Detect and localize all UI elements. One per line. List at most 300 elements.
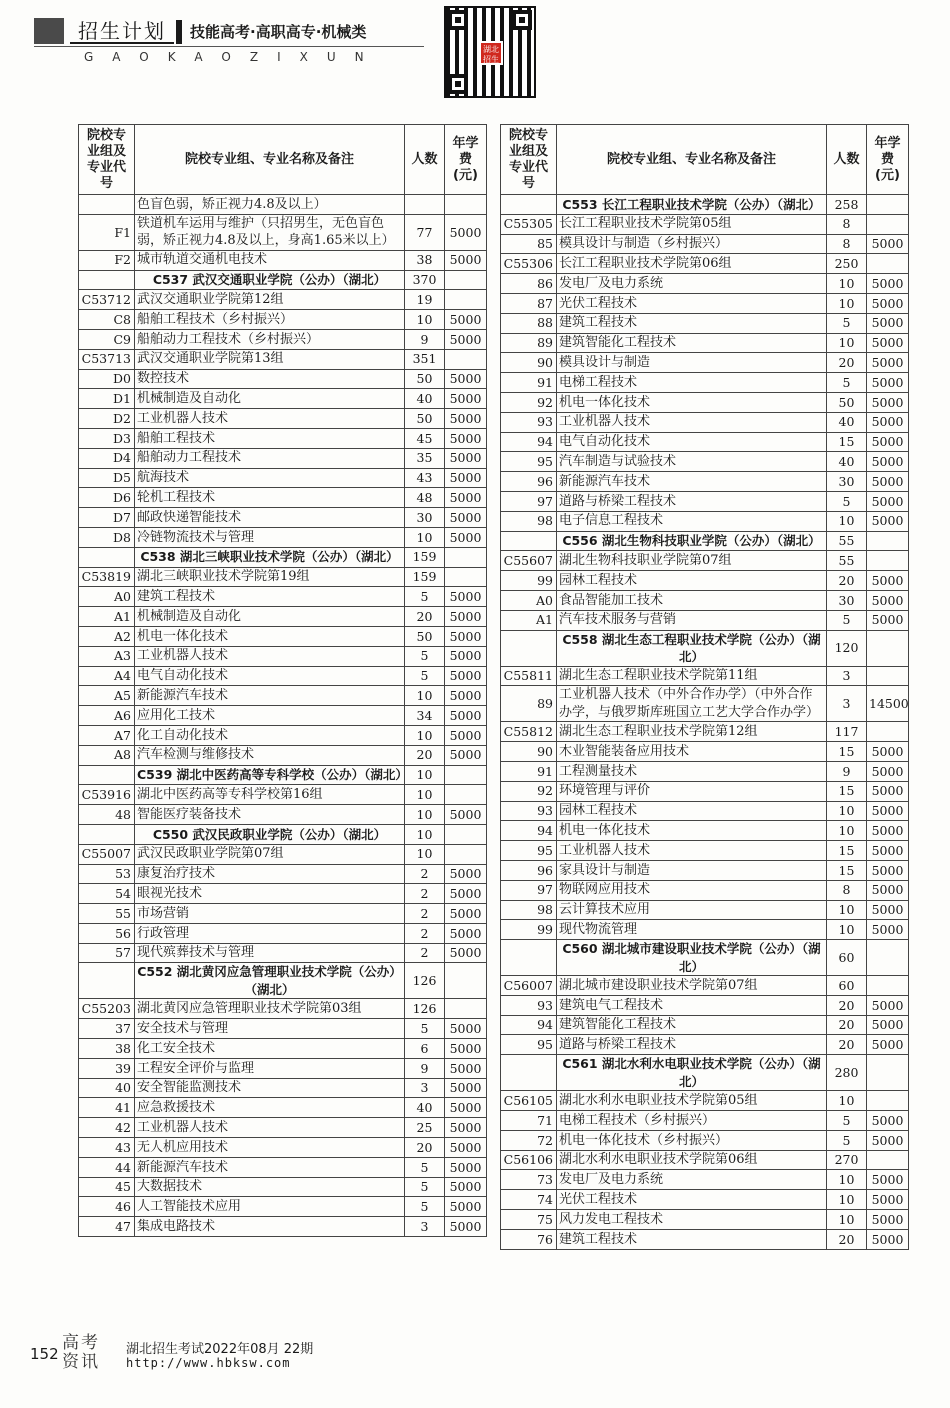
program-name: 工业机器人技术 xyxy=(557,841,827,861)
program-name: 家具设计与制造 xyxy=(557,860,827,880)
table-row xyxy=(501,333,909,353)
table-row xyxy=(79,349,487,369)
enrollment-count: 10 xyxy=(405,686,445,706)
section-subtitle: 技能高考·高职高专·机械类 xyxy=(190,23,367,41)
header-fee: 年学费(元) xyxy=(867,125,909,195)
table-row xyxy=(501,1111,909,1131)
program-code: D0 xyxy=(79,369,135,389)
annual-fee: 5000 xyxy=(867,274,909,294)
enrollment-count: 10 xyxy=(827,1210,867,1230)
enrollment-count: 159 xyxy=(405,547,445,567)
enrollment-count: 10 xyxy=(827,1190,867,1210)
program-name: 建筑工程技术 xyxy=(557,1229,827,1249)
annual-fee: 5000 xyxy=(445,310,487,330)
annual-fee: 5000 xyxy=(445,646,487,666)
enrollment-count: 5 xyxy=(405,1177,445,1197)
table-row xyxy=(501,472,909,492)
program-name: 机电一体化技术 xyxy=(135,626,405,646)
program-code: 93 xyxy=(501,412,557,432)
enrollment-count: 50 xyxy=(827,392,867,412)
qr-code[interactable] xyxy=(444,6,536,98)
annual-fee: 5000 xyxy=(867,995,909,1015)
annual-fee: 5000 xyxy=(867,1190,909,1210)
program-code: 99 xyxy=(501,571,557,591)
program-name: 园林工程技术 xyxy=(557,801,827,821)
table-body-right xyxy=(501,195,909,1250)
program-code: A0 xyxy=(79,587,135,607)
enrollment-count: 8 xyxy=(827,880,867,900)
program-name: 新能源汽车技术 xyxy=(135,1157,405,1177)
table-row xyxy=(501,432,909,452)
program-code xyxy=(79,547,135,567)
program-code: C53819 xyxy=(79,567,135,587)
program-name: 建筑智能化工程技术 xyxy=(557,333,827,353)
school-row xyxy=(501,940,909,976)
annual-fee: 5000 xyxy=(445,923,487,943)
program-code xyxy=(79,270,135,290)
enrollment-count: 3 xyxy=(405,1078,445,1098)
table-row xyxy=(79,745,487,765)
enrollment-count: 10 xyxy=(405,725,445,745)
annual-fee xyxy=(867,214,909,234)
program-name: 行政管理 xyxy=(135,923,405,943)
program-code: 47 xyxy=(79,1217,135,1237)
table-row xyxy=(79,468,487,488)
program-code: C55203 xyxy=(79,999,135,1019)
program-code: 89 xyxy=(501,686,557,722)
program-name: 新能源汽车技术 xyxy=(557,472,827,492)
program-name: 电气自动化技术 xyxy=(135,666,405,686)
program-name: C537 武汉交通职业学院（公办）（湖北） xyxy=(135,270,405,290)
program-code: C55306 xyxy=(501,254,557,274)
program-name: 轮机工程技术 xyxy=(135,488,405,508)
enrollment-count: 35 xyxy=(405,448,445,468)
annual-fee: 5000 xyxy=(445,214,487,250)
program-name: 湖北生态工程职业技术学院第11组 xyxy=(557,666,827,686)
table-row xyxy=(79,686,487,706)
annual-fee: 5000 xyxy=(445,805,487,825)
program-name: 机电一体化技术（乡村振兴） xyxy=(557,1130,827,1150)
program-name: 应急救援技术 xyxy=(135,1098,405,1118)
program-code: 95 xyxy=(501,1035,557,1055)
program-code: A4 xyxy=(79,666,135,686)
annual-fee: 5000 xyxy=(445,448,487,468)
program-name: 湖北城市建设职业技术学院第07组 xyxy=(557,976,827,996)
enrollment-count: 5 xyxy=(827,373,867,393)
table-row xyxy=(501,742,909,762)
table-row xyxy=(79,250,487,270)
program-code: D6 xyxy=(79,488,135,508)
annual-fee: 5000 xyxy=(445,508,487,528)
program-code: 90 xyxy=(501,353,557,373)
program-code: C56007 xyxy=(501,976,557,996)
program-name: 机电一体化技术 xyxy=(557,821,827,841)
program-name: 铁道机车运用与维护（只招男生，无色盲色弱，矫正视力4.8及以上，身高1.65米以上） xyxy=(135,214,405,250)
program-code: 39 xyxy=(79,1058,135,1078)
enrollment-count: 10 xyxy=(405,310,445,330)
annual-fee xyxy=(867,1055,909,1091)
program-code: C8 xyxy=(79,310,135,330)
table-row xyxy=(79,725,487,745)
annual-fee: 5000 xyxy=(445,864,487,884)
table-row xyxy=(501,1190,909,1210)
header-code: 院校专业组及专业代号 xyxy=(79,125,135,195)
program-code: 44 xyxy=(79,1157,135,1177)
annual-fee: 5000 xyxy=(867,491,909,511)
program-name: 化工安全技术 xyxy=(135,1039,405,1059)
annual-fee: 5000 xyxy=(445,884,487,904)
enrollment-count: 15 xyxy=(827,432,867,452)
program-name: C558 湖北生态工程职业技术学院（公办）（湖北） xyxy=(557,630,827,666)
program-name: 建筑工程技术 xyxy=(135,587,405,607)
annual-fee: 5000 xyxy=(445,1138,487,1158)
program-name: C556 湖北生物科技职业学院（公办）（湖北） xyxy=(557,531,827,551)
annual-fee: 5000 xyxy=(445,1019,487,1039)
annual-fee: 5000 xyxy=(867,920,909,940)
enrollment-count: 5 xyxy=(827,491,867,511)
annual-fee: 5000 xyxy=(445,706,487,726)
table-row xyxy=(79,1217,487,1237)
table-row xyxy=(79,1157,487,1177)
program-name: 汽车检测与维修技术 xyxy=(135,745,405,765)
program-code: 95 xyxy=(501,452,557,472)
enrollment-count: 126 xyxy=(405,999,445,1019)
table-row xyxy=(501,801,909,821)
program-name: 道路与桥梁工程技术 xyxy=(557,491,827,511)
table-row xyxy=(79,290,487,310)
program-code: A1 xyxy=(501,610,557,630)
school-row xyxy=(79,824,487,844)
program-code: 94 xyxy=(501,1015,557,1035)
enrollment-count: 351 xyxy=(405,349,445,369)
table-row xyxy=(501,551,909,571)
program-code: 75 xyxy=(501,1210,557,1230)
annual-fee: 5000 xyxy=(867,313,909,333)
table-row xyxy=(501,995,909,1015)
program-name: 光伏工程技术 xyxy=(557,293,827,313)
program-name: 建筑智能化工程技术 xyxy=(557,1015,827,1035)
table-row xyxy=(79,488,487,508)
annual-fee: 5000 xyxy=(445,1118,487,1138)
header-fee: 年学费(元) xyxy=(445,125,487,195)
table-row xyxy=(79,1197,487,1217)
enrollment-count xyxy=(405,195,445,215)
enrollment-count: 2 xyxy=(405,943,445,963)
school-row xyxy=(501,195,909,215)
enrollment-count: 5 xyxy=(405,587,445,607)
program-code: D7 xyxy=(79,508,135,528)
page-number: 152 xyxy=(30,1345,59,1363)
table-row xyxy=(501,1035,909,1055)
school-row xyxy=(79,547,487,567)
annual-fee: 5000 xyxy=(867,880,909,900)
program-code: 94 xyxy=(501,821,557,841)
program-name: C539 湖北中医药高等专科学校（公办）（湖北） xyxy=(135,765,405,785)
header-block xyxy=(34,18,64,44)
table-row xyxy=(79,1039,487,1059)
header-count: 人数 xyxy=(405,125,445,195)
table-row xyxy=(501,412,909,432)
program-name: 湖北三峡职业技术学院第19组 xyxy=(135,567,405,587)
program-name: 工业机器人技术（中外合作办学）（中外合作办学，与俄罗斯库班国立工艺大学合作办学） xyxy=(557,686,827,722)
program-code: D5 xyxy=(79,468,135,488)
program-name: 武汉交通职业学院第12组 xyxy=(135,290,405,310)
header-count: 人数 xyxy=(827,125,867,195)
admission-table-left xyxy=(78,124,487,1237)
program-code: D3 xyxy=(79,428,135,448)
program-code: 45 xyxy=(79,1177,135,1197)
annual-fee: 5000 xyxy=(445,1058,487,1078)
annual-fee xyxy=(867,722,909,742)
program-name: 大数据技术 xyxy=(135,1177,405,1197)
program-code: C9 xyxy=(79,329,135,349)
program-name: 航海技术 xyxy=(135,468,405,488)
enrollment-count: 2 xyxy=(405,923,445,943)
table-row xyxy=(501,880,909,900)
enrollment-count: 117 xyxy=(827,722,867,742)
table-row xyxy=(79,508,487,528)
annual-fee: 5000 xyxy=(445,725,487,745)
program-name: 食品智能加工技术 xyxy=(557,590,827,610)
annual-fee xyxy=(867,940,909,976)
program-name: 集成电路技术 xyxy=(135,1217,405,1237)
enrollment-count: 30 xyxy=(827,472,867,492)
header-rule xyxy=(34,46,424,47)
program-name: 人工智能技术应用 xyxy=(135,1197,405,1217)
annual-fee xyxy=(445,270,487,290)
enrollment-count: 10 xyxy=(405,824,445,844)
program-name: 环境管理与评价 xyxy=(557,781,827,801)
annual-fee: 5000 xyxy=(867,1015,909,1035)
program-code: 99 xyxy=(501,920,557,940)
annual-fee: 5000 xyxy=(867,1170,909,1190)
table-row xyxy=(501,722,909,742)
annual-fee: 5000 xyxy=(445,607,487,627)
program-name: 工业机器人技术 xyxy=(135,409,405,429)
left-table-column xyxy=(78,124,486,1237)
enrollment-count: 50 xyxy=(405,409,445,429)
table-row xyxy=(501,274,909,294)
enrollment-count: 10 xyxy=(827,900,867,920)
table-row xyxy=(501,860,909,880)
enrollment-count: 20 xyxy=(405,1138,445,1158)
table-row xyxy=(501,214,909,234)
enrollment-count: 258 xyxy=(827,195,867,215)
annual-fee: 5000 xyxy=(867,293,909,313)
table-header-row xyxy=(501,125,909,195)
table-row xyxy=(501,452,909,472)
annual-fee xyxy=(867,254,909,274)
program-name: 工业机器人技术 xyxy=(135,646,405,666)
enrollment-count: 5 xyxy=(827,1130,867,1150)
program-code: 87 xyxy=(501,293,557,313)
table-row xyxy=(501,610,909,630)
program-name: 长江工程职业技术学院第05组 xyxy=(557,214,827,234)
program-code: A2 xyxy=(79,626,135,646)
program-code: 98 xyxy=(501,511,557,531)
annual-fee: 5000 xyxy=(867,571,909,591)
program-name: 市场营销 xyxy=(135,904,405,924)
enrollment-count: 3 xyxy=(405,1217,445,1237)
table-row xyxy=(501,353,909,373)
annual-fee: 5000 xyxy=(867,860,909,880)
school-row xyxy=(501,630,909,666)
qr-logo: 湖北 招生 xyxy=(479,41,503,65)
annual-fee: 5000 xyxy=(867,1130,909,1150)
school-row xyxy=(79,270,487,290)
table-row xyxy=(501,234,909,254)
enrollment-count: 9 xyxy=(405,329,445,349)
annual-fee: 5000 xyxy=(867,1111,909,1131)
annual-fee: 5000 xyxy=(867,452,909,472)
program-code: 98 xyxy=(501,900,557,920)
enrollment-count: 5 xyxy=(827,1111,867,1131)
program-name: C550 武汉民政职业学院（公办）（湖北） xyxy=(135,824,405,844)
annual-fee: 5000 xyxy=(867,742,909,762)
program-code: F1 xyxy=(79,214,135,250)
program-code: A8 xyxy=(79,745,135,765)
table-row xyxy=(501,373,909,393)
program-name: 安全技术与管理 xyxy=(135,1019,405,1039)
program-code: 86 xyxy=(501,274,557,294)
enrollment-count: 15 xyxy=(827,841,867,861)
program-name: 发电厂及电力系统 xyxy=(557,274,827,294)
table-row xyxy=(79,389,487,409)
program-code xyxy=(79,765,135,785)
enrollment-count: 15 xyxy=(827,742,867,762)
annual-fee: 5000 xyxy=(867,900,909,920)
program-name: 湖北生物科技职业学院第07组 xyxy=(557,551,827,571)
enrollment-count: 9 xyxy=(405,1058,445,1078)
program-name: 船舶动力工程技术 xyxy=(135,448,405,468)
annual-fee: 5000 xyxy=(445,409,487,429)
enrollment-count: 370 xyxy=(405,270,445,290)
annual-fee: 5000 xyxy=(445,904,487,924)
program-code: A3 xyxy=(79,646,135,666)
annual-fee xyxy=(867,1150,909,1170)
program-name: 木业智能装备应用技术 xyxy=(557,742,827,762)
program-name: C552 湖北黄冈应急管理职业技术学院（公办）（湖北） xyxy=(135,963,405,999)
program-code: C55007 xyxy=(79,844,135,864)
table-row xyxy=(501,511,909,531)
annual-fee: 5000 xyxy=(445,250,487,270)
program-name: 邮政快递智能技术 xyxy=(135,508,405,528)
enrollment-count: 20 xyxy=(405,745,445,765)
program-code: A6 xyxy=(79,706,135,726)
enrollment-count: 270 xyxy=(827,1150,867,1170)
enrollment-count: 2 xyxy=(405,864,445,884)
program-code: C55305 xyxy=(501,214,557,234)
table-row xyxy=(79,943,487,963)
program-code: 57 xyxy=(79,943,135,963)
table-row xyxy=(501,841,909,861)
enrollment-count: 20 xyxy=(827,1229,867,1249)
enrollment-count: 10 xyxy=(405,527,445,547)
annual-fee: 5000 xyxy=(867,610,909,630)
enrollment-count: 2 xyxy=(405,904,445,924)
table-row xyxy=(79,1177,487,1197)
program-name: 电子信息工程技术 xyxy=(557,511,827,531)
program-code: C55607 xyxy=(501,551,557,571)
program-code: 88 xyxy=(501,313,557,333)
table-row xyxy=(501,821,909,841)
header-name: 院校专业组、专业名称及备注 xyxy=(135,125,405,195)
annual-fee: 5000 xyxy=(445,1177,487,1197)
admission-table-right xyxy=(500,124,909,1250)
enrollment-count: 10 xyxy=(827,274,867,294)
program-name: 数控技术 xyxy=(135,369,405,389)
table-row xyxy=(501,1210,909,1230)
table-row xyxy=(79,1058,487,1078)
table-row xyxy=(79,329,487,349)
enrollment-count: 5 xyxy=(405,666,445,686)
annual-fee: 14500 xyxy=(867,686,909,722)
program-name: 机电一体化技术 xyxy=(557,392,827,412)
enrollment-count: 43 xyxy=(405,468,445,488)
annual-fee: 5000 xyxy=(867,761,909,781)
annual-fee xyxy=(445,547,487,567)
program-code: 72 xyxy=(501,1130,557,1150)
website-link[interactable]: http://www.hbksw.com xyxy=(126,1356,291,1370)
program-name: 安全智能监测技术 xyxy=(135,1078,405,1098)
table-row xyxy=(79,884,487,904)
table-row xyxy=(501,666,909,686)
program-code: 41 xyxy=(79,1098,135,1118)
program-name: 色盲色弱，矫正视力4.8及以上） xyxy=(135,195,405,215)
enrollment-count: 20 xyxy=(827,1035,867,1055)
table-row xyxy=(79,527,487,547)
program-code: D4 xyxy=(79,448,135,468)
enrollment-count: 20 xyxy=(827,995,867,1015)
table-row xyxy=(79,195,487,215)
enrollment-count: 60 xyxy=(827,940,867,976)
program-code: 95 xyxy=(501,841,557,861)
program-name: 光伏工程技术 xyxy=(557,1190,827,1210)
school-row xyxy=(79,963,487,999)
program-code xyxy=(79,963,135,999)
program-name: 云计算技术应用 xyxy=(557,900,827,920)
program-name: 湖北生态工程职业技术学院第12组 xyxy=(557,722,827,742)
annual-fee xyxy=(445,999,487,1019)
program-code xyxy=(501,531,557,551)
table-row xyxy=(79,999,487,1019)
enrollment-count: 20 xyxy=(827,353,867,373)
annual-fee: 5000 xyxy=(445,369,487,389)
annual-fee xyxy=(867,195,909,215)
enrollment-count: 10 xyxy=(827,1170,867,1190)
enrollment-count: 34 xyxy=(405,706,445,726)
header-bar xyxy=(176,20,182,44)
program-code xyxy=(501,195,557,215)
program-name: 工业机器人技术 xyxy=(557,412,827,432)
enrollment-count: 280 xyxy=(827,1055,867,1091)
table-row xyxy=(79,923,487,943)
table-row xyxy=(501,1150,909,1170)
program-name: 湖北水利水电职业技术学院第05组 xyxy=(557,1091,827,1111)
table-row xyxy=(79,844,487,864)
program-code: 93 xyxy=(501,995,557,1015)
program-name: C560 湖北城市建设职业技术学院（公办）（湖北） xyxy=(557,940,827,976)
program-name: 康复治疗技术 xyxy=(135,864,405,884)
annual-fee: 5000 xyxy=(445,1098,487,1118)
program-name: 眼视光技术 xyxy=(135,884,405,904)
program-code xyxy=(79,195,135,215)
program-code: 38 xyxy=(79,1039,135,1059)
enrollment-count: 40 xyxy=(405,1098,445,1118)
program-code: 94 xyxy=(501,432,557,452)
program-code: 46 xyxy=(79,1197,135,1217)
program-code: 42 xyxy=(79,1118,135,1138)
